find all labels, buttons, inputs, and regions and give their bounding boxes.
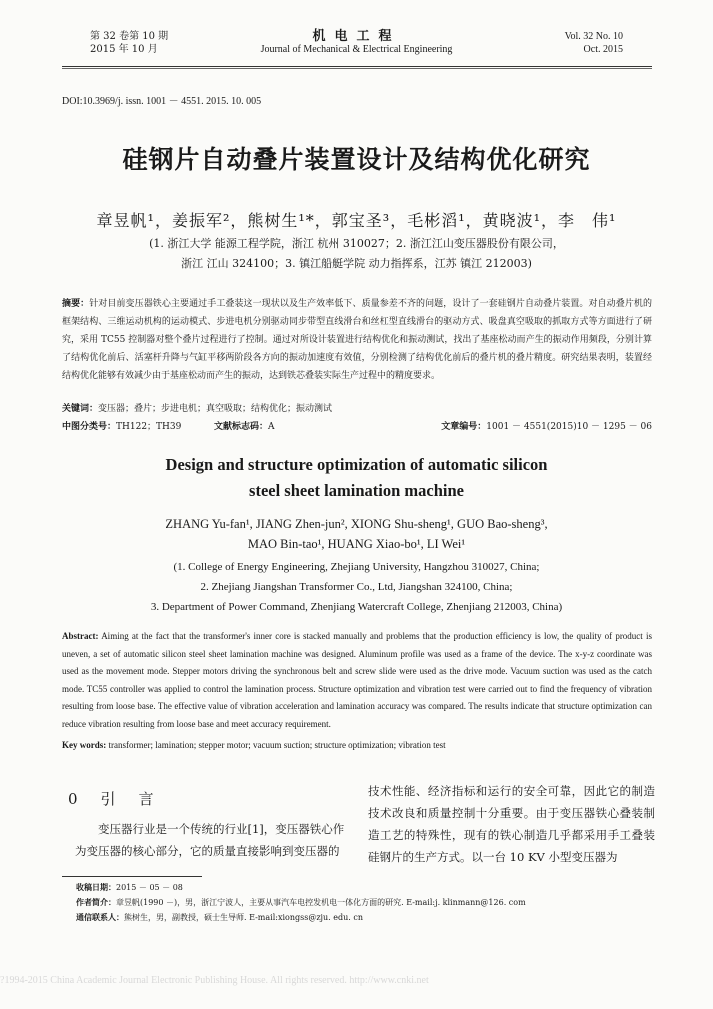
journal-issue-en xyxy=(565,30,623,56)
abstract-en-text: Aiming at the fact that the transformer's inner core is stacked manually and problems that the production efficiency is low, the quality of product is uneven, a set of automatic silicon steel sheet lamination machine was designed. Aluminum profile was used as a frame of the device. The x-y-z coordinate was used as the movement mode. Stepper motors driving the synchronous belt and screw slide were used as the drive mode. Vacuum suction was used as the catch mode. TC55 controller was applied to control the lamination process. Structure optimization and vibration test were carried out to find the frequency of vibration resulting from loose base. The effective value of vibration acceleration and lamination accuracy was compared. The results indicate that structure optimization can reduce vibration resulting from loose base and meet accuracy requirement. xyxy=(62,631,652,729)
keywords-en-text: transformer; lamination; stepper motor; vacuum suction; structure optimization; vibration test xyxy=(108,740,446,750)
journal-name-en: Journal of Mechanical & Electrical Engineering xyxy=(260,44,453,55)
header-rule xyxy=(62,66,652,67)
section-heading: 0 引 言 xyxy=(68,790,158,808)
affiliation-en-3: 3. Department of Power Command, Zhenjiang Watercraft College, Zhenjiang 212003, China) xyxy=(150,601,563,613)
paper-title-en-line-2: steel sheet lamination machine xyxy=(249,481,464,500)
doi: DOI:10.3969/j. issn. 1001 － 4551. 2015. 10. 005 xyxy=(62,96,262,107)
authors-en-line-1: ZHANG Yu-fan¹, JIANG Zhen-jun², XIONG Shu-sheng¹, GUO Bao-sheng³, xyxy=(165,517,548,531)
abstract-cn-text: 针对目前变压器铁心主要通过手工叠装这一现状以及生产效率低下、质量参差不齐的问题，设计了一套硅钢片自动叠片装置。对自动叠片机的框架结构、三维运动机构的运动模式、步进电机分别驱动同步带型直线滑台和丝杠型直线滑台的驱动方式、吸盘真空吸取的抓取方式等方面进行了研究，采用 TC55 控制器对整个叠片过程进行了控制。通过对所设计装置进行结构优化和振动测试，找出了基座松动而产生的振动作用频段，分别计算了结构优化前后、活塞杆升降与气缸平移两阶段各方向的振动加速度有效值，分别检测了结构优化前后的叠片机的叠片精度。研究结果表明，装置经结构优化能够有效减少由于基座松动而产生的振动，达到铁芯叠装实际生产过程中的精度要求。 xyxy=(62,299,652,381)
volume-issue: 第 32 卷第 10 期 xyxy=(90,31,169,42)
header-rule-thin xyxy=(62,68,652,69)
issue-month: Oct. 2015 xyxy=(583,44,623,55)
authors-cn: 章昱帆¹，姜振军²，熊树生¹*，郭宝圣³，毛彬滔¹，黄晓波¹，李 伟¹ xyxy=(96,211,617,230)
abstract-cn xyxy=(62,295,652,385)
keywords-en xyxy=(62,740,446,750)
authors-en-line-2: MAO Bin-tao¹, HUANG Xiao-bo¹, LI Wei¹ xyxy=(247,537,466,551)
affiliation-en-2: 2. Zhejiang Jiangshan Transformer Co., Ltd, Jiangshan 324100, China; xyxy=(200,581,513,593)
body-left-column: 变压器行业是一个传统的行业[1]，变压器铁心作为变压器的核心部分，它的质量直接影响到变压器的 xyxy=(75,822,345,858)
paper-title-cn: 硅钢片自动叠片装置设计及结构优化研究 xyxy=(122,145,591,174)
paper-title-en-line-1: Design and structure optimization of automatic silicon xyxy=(165,455,548,474)
footnote-author-bio: 作者简介：章昱帆(1990 －)，男，浙江宁波人，主要从事汽车电控发机电一体化方面的研究. E-mail:j. klinmann@126. com xyxy=(76,897,526,907)
footnote-corresponding: 通信联系人：熊树生，男，副教授，硕士生导师. E-mail:xiongss@zju. edu. cn xyxy=(76,912,363,922)
footnote-rule xyxy=(62,876,202,877)
keywords-cn-label: 关键词： xyxy=(62,404,99,414)
footnote-received: 收稿日期：2015 － 05 － 08 xyxy=(76,882,183,892)
affiliation-cn-2: 浙江 江山 324100；3. 镇江船艇学院 动力指挥系，江苏 镇江 212003) xyxy=(181,257,532,270)
abstract-cn-label: 摘要： xyxy=(62,299,90,309)
keywords-cn xyxy=(62,401,332,414)
clc-number: 中图分类号：TH122；TH39 xyxy=(62,422,182,432)
document-code: 文献标志码：A xyxy=(214,422,275,432)
paper-title-en xyxy=(0,452,713,504)
keywords-cn-text: 变压器；叠片；步进电机；真空吸取；结构优化；振动测试 xyxy=(98,404,333,414)
affiliation-en-1: (1. College of Energy Engineering, Zhejiang University, Hangzhou 310027, China; xyxy=(173,561,540,573)
abstract-en xyxy=(62,628,652,733)
body-right-column: 技术性能、经济指标和运行的安全可靠，因此它的制造技术改良和质量控制十分重要。由于变压器铁心叠装制造工艺的特殊性，现有的铁心制造几乎都采用手工叠装硅钢片的生产方式。以一台 10 KV 小型变压器为 xyxy=(368,784,655,864)
authors-en xyxy=(0,514,713,554)
copyright-watermark: ?1994-2015 China Academic Journal Electronic Publishing House. All rights reserved. http://www.cnki.net xyxy=(0,975,429,986)
issue-date: 2015 年 10 月 xyxy=(90,44,158,55)
article-number: 文章编号：1001 － 4551(2015)10 － 1295 － 06 xyxy=(441,422,652,432)
affiliation-en xyxy=(0,557,713,617)
affiliation-cn-1: (1. 浙江大学 能源工程学院，浙江 杭州 310027；2. 浙江江山变压器股份有限公司， xyxy=(149,237,564,250)
journal-name-cn: 机电工程 xyxy=(312,29,401,44)
volume-number: Vol. 32 No. 10 xyxy=(564,31,623,42)
keywords-en-label: Key words: xyxy=(62,740,107,750)
abstract-en-label: Abstract: xyxy=(62,631,99,641)
